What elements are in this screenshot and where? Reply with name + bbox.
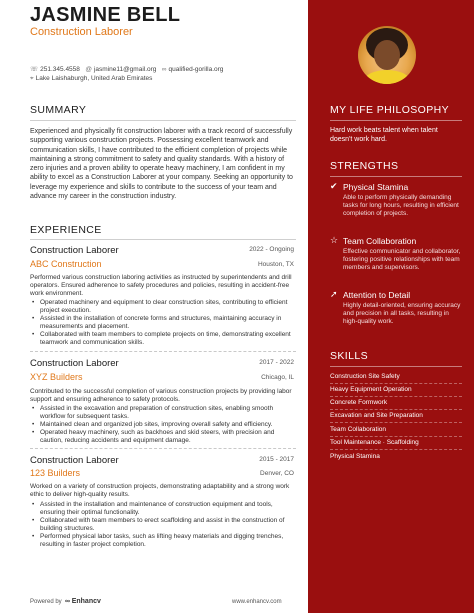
job-description: Worked on a variety of construction projects, demonstrating adaptability and a strong work ethic to deliver high-quality results. xyxy=(30,483,290,498)
job-date: 2022 - Ongoing xyxy=(249,246,294,253)
skill-separator xyxy=(330,409,462,410)
job-description: Contributed to the successful completion of various construction projects by providing labor support and ensuring adherence to safety protocols. xyxy=(30,388,292,403)
phone: 251.345.4558 xyxy=(40,66,80,73)
job-date: 2017 - 2022 xyxy=(259,359,294,366)
job-location: Denver, CO xyxy=(260,470,294,477)
job-bullet: • Assisted in the installation of concrete forms and structures, maintaining accuracy in measurements and placement. xyxy=(30,315,296,331)
star-icon: ☆ xyxy=(330,235,339,245)
experience-heading: EXPERIENCE xyxy=(30,224,102,236)
strengths-divider xyxy=(330,176,462,177)
job-bullet: • Operated machinery and equipment to clear construction sites, contributing to efficient project execution. xyxy=(30,299,296,315)
job-bullet: • Operated heavy machinery, such as backhoes and skid steers, with precision and caution, reducing accidents and equipment damage. xyxy=(30,429,296,445)
email-icon: @ xyxy=(85,66,92,73)
job-separator xyxy=(30,448,296,449)
skill-item: Excavation and Site Preparation xyxy=(330,412,423,419)
job-location: Chicago, IL xyxy=(261,374,294,381)
skills-divider xyxy=(330,366,462,367)
job-company: 123 Builders xyxy=(30,468,81,478)
job-description: Performed various construction laboring activities as instructed by superintendents and drill operators. Ensured adherence to safety procedures and policies, resulting in accident-free work environment. xyxy=(30,274,292,297)
job-bullets xyxy=(30,501,296,549)
link-icon: ∞ xyxy=(161,66,167,73)
email[interactable]: jasmine11@gmail.org xyxy=(93,66,157,73)
strength-description: Effective communicator and collaborator, fostering positive relationships with team members and supervisors. xyxy=(343,248,461,271)
job-location: Houston, TX xyxy=(257,261,294,268)
skill-item: Team Collaboration xyxy=(330,426,387,433)
job-separator xyxy=(30,351,296,352)
skill-item: Concrete Formwork xyxy=(330,399,388,406)
philosophy-text: Hard work beats talent when talent doesn't work hard. xyxy=(330,127,438,143)
job-bullet: • Performed physical labor tasks, such as lifting heavy materials and digging trenches, resulting in faster project completion. xyxy=(30,533,296,549)
summary-heading: SUMMARY xyxy=(30,104,87,116)
job-bullet: • Collaborated with team members to complete projects on time, demonstrating excellent teamwork and communication skills. xyxy=(30,331,296,347)
job-bullets xyxy=(30,299,296,347)
rocket-icon: ➚ xyxy=(330,289,338,299)
job-company: ABC Construction xyxy=(30,259,102,269)
photo-shirt xyxy=(364,70,410,84)
phone-icon: ☏ xyxy=(30,66,39,73)
candidate-name: JASMINE BELL xyxy=(30,4,181,26)
skill-separator xyxy=(330,383,462,384)
job-title: Construction Laborer xyxy=(30,455,119,466)
skill-item: Physical Stamina xyxy=(330,453,380,460)
summary-divider xyxy=(30,120,296,121)
footer-powered xyxy=(30,598,101,605)
contact-line-1 xyxy=(30,65,223,73)
profile-photo xyxy=(358,26,416,84)
job-title: Construction Laborer xyxy=(30,245,119,256)
job-company: XYZ Builders xyxy=(30,372,83,382)
summary-text: Experienced and physically fit construction laborer with a track record of successfully supporting various construction projects. Possessing excellent teamwork and communication skills, I have contributed to the efficient completion of projects while maintaining a strong commitment to safety and quality standards. With a history of zero injuries and a proven ability to operate heavy machinery, I am confident in my ability to excel as a Construction Laborer at your company. Seeking an opportunity to leverage my experience and skills to contribute to the success of your team and advance my career in the construction industry. xyxy=(30,128,293,201)
location-pin-icon: ⌖ xyxy=(30,75,34,82)
candidate-role: Construction Laborer xyxy=(30,26,133,38)
skill-separator xyxy=(330,422,462,423)
skill-item: Construction Site Safety xyxy=(330,373,400,380)
experience-divider xyxy=(30,239,296,240)
skill-separator xyxy=(330,436,462,437)
philosophy-divider xyxy=(330,120,462,121)
skills-heading: SKILLS xyxy=(330,350,369,362)
strength-title: Physical Stamina xyxy=(343,182,409,192)
location: Lake Laishaburgh, United Arab Emirates xyxy=(35,75,153,82)
photo-face xyxy=(374,40,400,70)
strength-title: Team Collaboration xyxy=(343,236,417,246)
strength-description: Highly detail-oriented, ensuring accuracy and precision in all tasks, resulting in high-quality work. xyxy=(343,302,461,325)
powered-by-label: Powered by xyxy=(30,599,62,605)
brand-name: Enhancv xyxy=(71,598,101,605)
job-title: Construction Laborer xyxy=(30,358,119,369)
check-badge-icon: ✔ xyxy=(330,181,338,191)
job-bullet: • Assisted in the excavation and preparation of construction sites, enabling smooth workflow for subsequent tasks. xyxy=(30,405,296,421)
enhancv-logo-icon: ∞ xyxy=(65,598,71,605)
job-date: 2015 - 2017 xyxy=(259,456,294,463)
strength-title: Attention to Detail xyxy=(343,290,411,300)
skill-item: Heavy Equipment Operation xyxy=(330,386,412,393)
job-bullets xyxy=(30,405,296,445)
strength-description: Able to perform physically demanding tasks for long hours, resulting in efficient completion of projects. xyxy=(343,194,459,217)
skill-separator xyxy=(330,396,462,397)
job-bullet: • Collaborated with team members to erect scaffolding and assist in the construction of building structures. xyxy=(30,517,296,533)
contact-line-2 xyxy=(30,75,152,83)
footer-url[interactable]: www.enhancv.com xyxy=(232,599,282,605)
job-bullet: • Maintained clean and organized job sites, improving overall safety and efficiency. xyxy=(30,421,296,429)
skill-separator xyxy=(330,449,462,450)
skill-item: Tool Maintenance · Scaffolding xyxy=(330,439,419,446)
philosophy-heading: MY LIFE PHILOSOPHY xyxy=(330,104,450,116)
website[interactable]: qualified-gorilla.org xyxy=(168,66,224,73)
job-bullet: • Assisted in the installation and maintenance of construction equipment and tools, ensuring their optimal functionality. xyxy=(30,501,296,517)
strengths-heading: STRENGTHS xyxy=(330,160,399,172)
